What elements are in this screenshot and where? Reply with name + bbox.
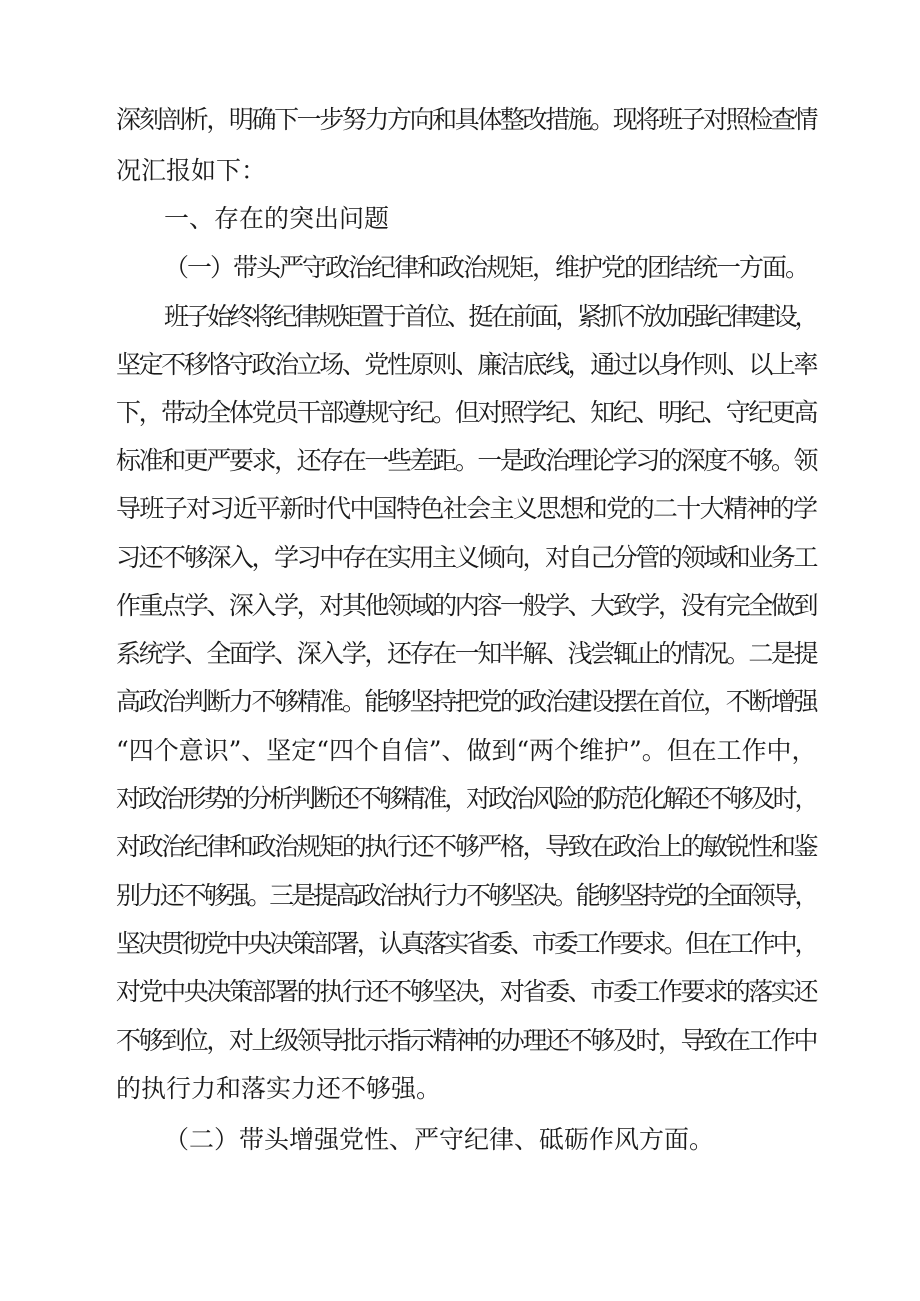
text-line: 不够到位，对上级领导批示指示精神的办理还不够及时，导致在工作中 — [116, 1026, 816, 1055]
text-line: 的执行力和落实力还不够强。 — [116, 1074, 442, 1103]
text-line: 况汇报如下： — [116, 156, 267, 185]
text-line: 系统学、全面学、深入学，还存在一知半解、浅尝辄止的情况。二是提 — [116, 639, 816, 668]
section-heading: 一、存在的突出问题 — [164, 204, 390, 233]
text-line: 作重点学、深入学，对其他领域的内容一般学、大致学，没有完全做到 — [116, 591, 816, 620]
text-line: 对政治形势的分析判断还不够精准，对政治风险的防范化解还不够及时， — [116, 784, 816, 813]
text-line: 对党中央决策部署的执行还不够坚决，对省委、市委工作要求的落实还 — [116, 977, 816, 1006]
text-line: 别力还不够强。三是提高政治执行力不够坚决。能够坚持党的全面领导， — [116, 881, 816, 910]
text-line: 班子始终将纪律规矩置于首位、挺在前面，紧抓不放加强纪律建设， — [164, 302, 816, 331]
text-line: 对政治纪律和政治规矩的执行还不够严格，导致在政治上的敏锐性和鉴 — [116, 832, 816, 861]
text-line: 坚决贯彻党中央决策部署，认真落实省委、市委工作要求。但在工作中， — [116, 929, 816, 958]
text-line: 高政治判断力不够精准。能够坚持把党的政治建设摆在首位，不断增强 — [116, 687, 816, 716]
text-line: 标准和更严要求，还存在一些差距。一是政治理论学习的深度不够。领 — [116, 446, 816, 475]
text-line: 坚定不移恪守政治立场、党性原则、廉洁底线，通过以身作则、以上率 — [116, 350, 816, 379]
text-line: 深刻剖析，明确下一步努力方向和具体整改措施。现将班子对照检查情 — [116, 105, 816, 134]
text-line: 习还不够深入，学习中存在实用主义倾向，对自己分管的领域和业务工 — [116, 543, 816, 572]
text-line: “四个意识”、坚定“四个自信”、做到“两个维护”。但在工作中， — [116, 736, 816, 765]
text-line: 导班子对习近平新时代中国特色社会主义思想和党的二十大精神的学 — [116, 494, 816, 523]
text-line: 下，带动全体党员干部遵规守纪。但对照学纪、知纪、明纪、守纪更高 — [116, 398, 816, 427]
subsection-heading: （二）带头增强党性、严守纪律、砥砺作风方面。 — [164, 1125, 715, 1154]
subsection-heading: （一）带头严守政治纪律和政治规矩，维护党的团结统一方面。 — [164, 253, 809, 282]
